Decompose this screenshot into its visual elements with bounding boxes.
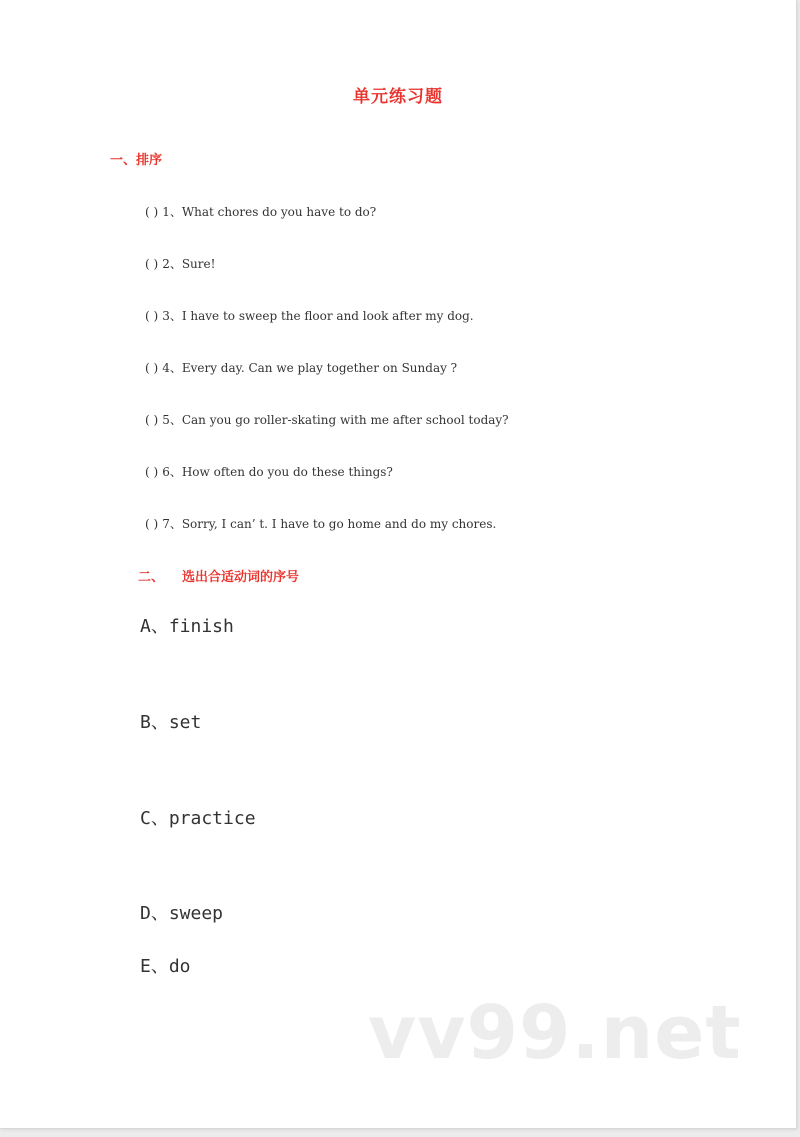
answer-blank: ( ) bbox=[145, 205, 159, 219]
answer-blank: ( ) bbox=[145, 465, 159, 479]
page-title: 单元练习题 bbox=[353, 87, 443, 107]
section-heading-text: 选出合适动词的序号 bbox=[182, 570, 300, 585]
option-c: C、practice bbox=[140, 808, 256, 829]
watermark: vv99.net bbox=[368, 990, 742, 1076]
option-d: D、sweep bbox=[140, 903, 224, 924]
question-item-2 bbox=[145, 255, 215, 272]
question-item-3 bbox=[145, 307, 474, 324]
option-e: E、do bbox=[140, 956, 191, 977]
answer-blank: ( ) bbox=[145, 413, 159, 427]
question-text: 6、How often do you do these things? bbox=[162, 465, 393, 479]
question-item-6 bbox=[145, 463, 393, 480]
question-text: 2、Sure! bbox=[162, 257, 216, 271]
question-item-4 bbox=[145, 359, 457, 376]
option-a: A、finish bbox=[140, 616, 234, 637]
question-item-1 bbox=[145, 203, 376, 220]
question-text: 1、What chores do you have to do? bbox=[162, 205, 377, 219]
option-b: B、set bbox=[140, 712, 202, 733]
answer-blank: ( ) bbox=[145, 309, 159, 323]
question-text: 5、Can you go roller-skating with me after school today? bbox=[162, 413, 509, 427]
question-item-7 bbox=[145, 515, 496, 532]
section-heading-verbs bbox=[138, 566, 299, 585]
question-text: 3、I have to sweep the floor and look after my dog. bbox=[162, 309, 474, 323]
answer-blank: ( ) bbox=[145, 361, 159, 375]
answer-blank: ( ) bbox=[145, 517, 159, 531]
section-heading-ordering: 一、排序 bbox=[110, 153, 163, 168]
question-text: 4、Every day. Can we play together on Sunday ? bbox=[162, 361, 458, 375]
question-text: 7、Sorry, I can’ t. I have to go home and do my chores. bbox=[162, 517, 497, 531]
section-number: 二、 bbox=[138, 570, 165, 585]
question-item-5 bbox=[145, 411, 509, 428]
answer-blank: ( ) bbox=[145, 257, 159, 271]
